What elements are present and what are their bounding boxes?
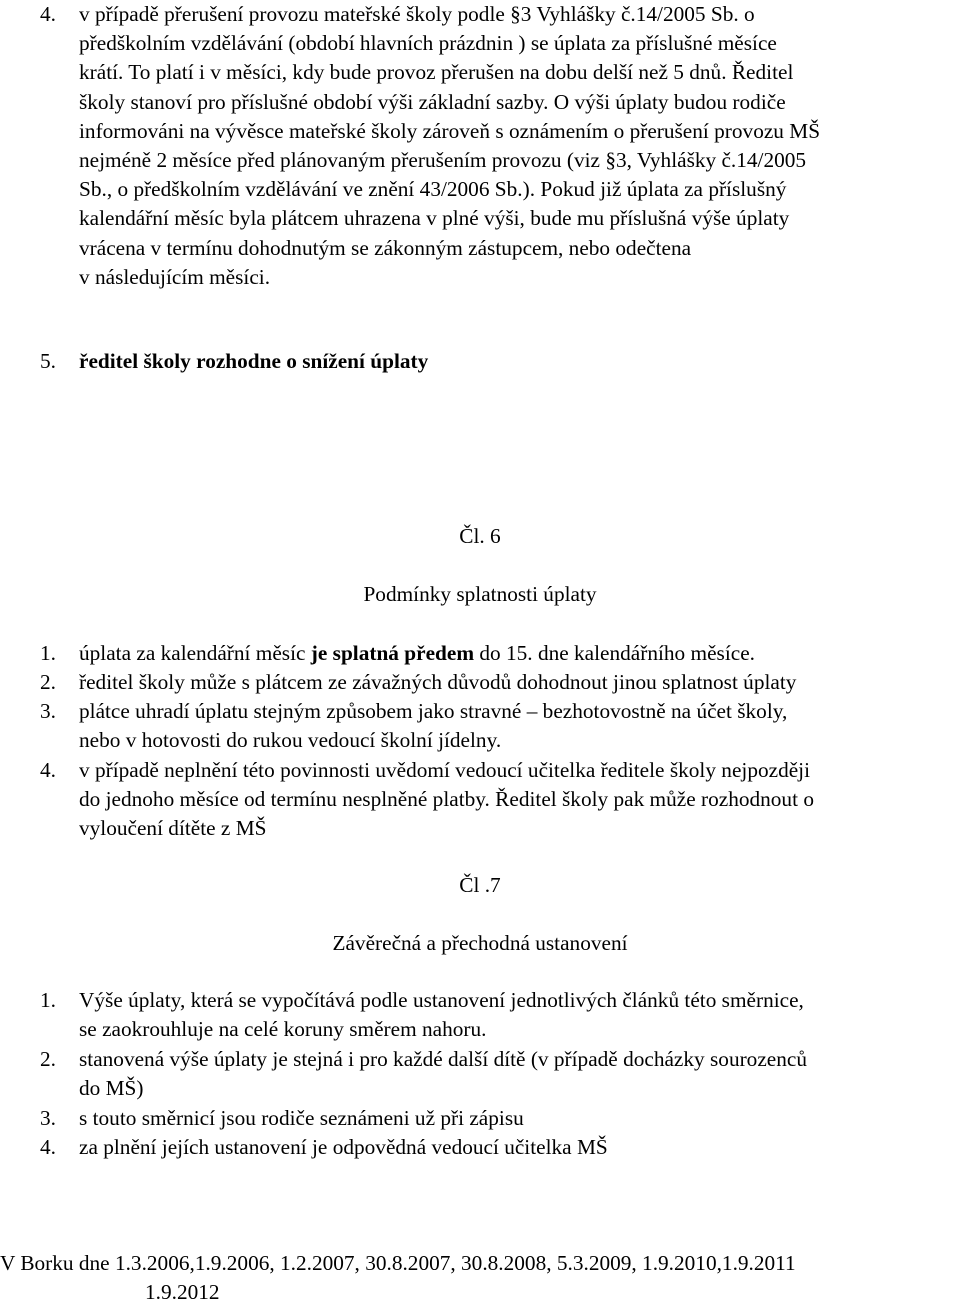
item-text bbox=[79, 756, 956, 844]
article-title: Podmínky splatnosti úplaty bbox=[363, 582, 597, 606]
text-line: informováni na vývěsce mateřské školy zároveň s oznámením o přerušení provozu MŠ bbox=[79, 118, 821, 143]
item-number: 2. bbox=[40, 1047, 56, 1071]
text-line: školy stanoví pro příslušné období výši základní sazby. O výši úplaty budou rodiče bbox=[79, 89, 786, 114]
item-text bbox=[79, 1133, 956, 1162]
item-text bbox=[79, 1104, 956, 1133]
text-line: za plnění jejích ustanovení je odpovědná vedoucí učitelka MŠ bbox=[79, 1135, 608, 1159]
item-text: ředitel školy rozhodne o snížení úplaty bbox=[79, 349, 429, 373]
text-line: vrácena v termínu dohodnutým se zákonným zástupcem, nebo odečtena bbox=[79, 235, 692, 260]
item-number: 1. bbox=[40, 988, 56, 1012]
article-number: Čl .7 bbox=[459, 873, 501, 897]
text-line: vyloučení dítěte z MŠ bbox=[79, 816, 267, 841]
text-line: nebo v hotovosti do rukou vedoucí školní jídelny. bbox=[79, 728, 502, 753]
list-item bbox=[40, 697, 956, 755]
text-line: nejméně 2 měsíce před plánovaným přerušením provozu (viz §3, Vyhlášky č.14/2005 bbox=[79, 148, 807, 173]
signature-date-line-2: 1.9.2012 bbox=[145, 1280, 220, 1304]
list-item bbox=[40, 639, 956, 668]
list-item bbox=[40, 1133, 956, 1162]
text-line: ředitel školy může s plátcem ze závažných důvodů dohodnout jinou splatnost úplaty bbox=[79, 670, 797, 694]
text-line: předškolním vzdělávání (období hlavních prázdnin ) se úplata za příslušné měsíce bbox=[79, 31, 777, 56]
text-line: Sb., o předškolním vzdělávání ve znění 43/2006 Sb.). Pokud již úplata za příslušný bbox=[79, 177, 787, 202]
item-text: úplata za kalendářní měsíc je splatná předem do 15. dne kalendářního měsíce. bbox=[79, 641, 755, 665]
text-line: s touto směrnicí jsou rodiče seznámeni už při zápisu bbox=[79, 1106, 524, 1130]
list-item bbox=[40, 1045, 956, 1103]
text-line: v případě přerušení provozu mateřské školy podle §3 Vyhlášky č.14/2005 Sb. o bbox=[79, 2, 755, 26]
item-number: 1. bbox=[40, 641, 56, 665]
text-line: plátce uhradí úplatu stejným způsobem jako stravné – bezhotovostně na účet školy, bbox=[79, 699, 788, 723]
article-title: Závěrečná a přechodná ustanovení bbox=[332, 931, 628, 955]
item-text bbox=[79, 986, 956, 1044]
list-item bbox=[40, 986, 956, 1044]
list-item bbox=[40, 1104, 956, 1133]
text-line: kalendářní měsíc byla plátcem uhrazena v plné výši, bude mu příslušná výše úplaty bbox=[79, 206, 790, 231]
item-number: 4. bbox=[40, 758, 56, 782]
emphasis: je splatná předem bbox=[310, 641, 475, 665]
list-item bbox=[40, 668, 956, 697]
item-number: 4. bbox=[40, 2, 56, 26]
item-number: 3. bbox=[40, 1106, 56, 1130]
text-line: v případě neplnění této povinnosti uvědomí vedoucí učitelka ředitele školy nejpozději bbox=[79, 758, 810, 782]
text-line: se zaokrouhluje na celé koruny směrem nahoru. bbox=[79, 1017, 487, 1042]
text-line: v následujícím měsíci. bbox=[79, 264, 271, 289]
item-text bbox=[79, 697, 956, 755]
text-line: krátí. To platí i v měsíci, kdy bude provoz přerušen na dobu delší než 5 dnů. Ředitel bbox=[79, 60, 794, 85]
list-item bbox=[40, 756, 956, 844]
list-item-bold bbox=[40, 347, 920, 376]
list-item bbox=[40, 0, 956, 292]
item-number: 3. bbox=[40, 699, 56, 723]
signature-date-line: V Borku dne 1.3.2006,1.9.2006, 1.2.2007, 30.8.2007, 30.8.2008, 5.3.2009, 1.9.2010,1.9.2011 bbox=[0, 1251, 796, 1275]
item-text bbox=[79, 668, 956, 697]
article-number: Čl. 6 bbox=[459, 524, 501, 548]
item-text bbox=[79, 0, 956, 292]
text-line: stanovená výše úplaty je stejná i pro každé další dítě (v případě docházky sourozenců bbox=[79, 1047, 807, 1071]
item-number: 2. bbox=[40, 670, 56, 694]
text-line: do MŠ) bbox=[79, 1076, 144, 1101]
item-number: 4. bbox=[40, 1135, 56, 1159]
item-number: 5. bbox=[40, 349, 56, 373]
item-text bbox=[79, 1045, 956, 1103]
text-line: do jednoho měsíce od termínu nesplněné platby. Ředitel školy pak může rozhodnout o bbox=[79, 787, 814, 812]
text-line: Výše úplaty, která se vypočítává podle ustanovení jednotlivých článků této směrnice, bbox=[79, 988, 804, 1012]
